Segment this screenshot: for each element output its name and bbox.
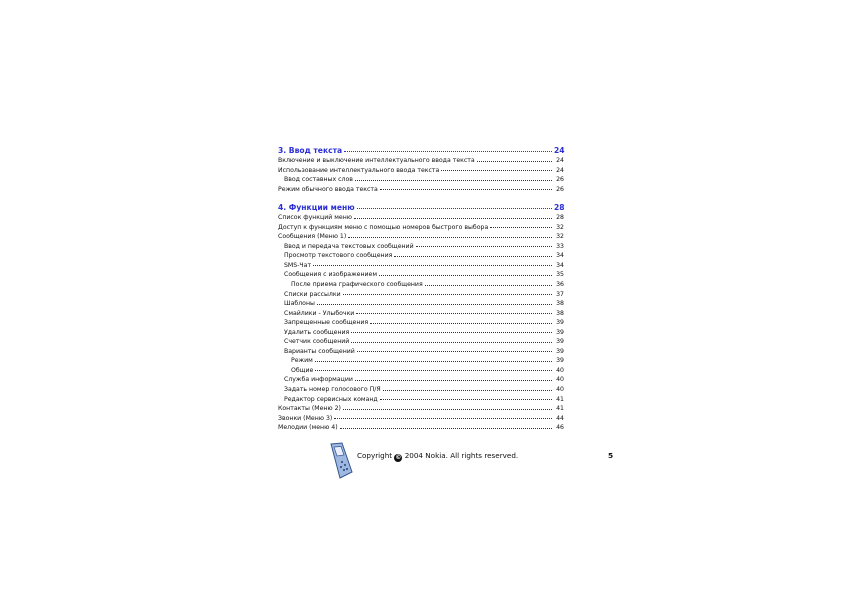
copyright-notice bbox=[357, 451, 518, 462]
leader-dots bbox=[343, 294, 552, 295]
toc-entry-page: 36 bbox=[556, 281, 564, 289]
leader-dots bbox=[355, 380, 552, 381]
toc-heading-page: 28 bbox=[554, 203, 565, 213]
toc-entry-page: 32 bbox=[556, 233, 564, 241]
toc-entry-label: Редактор сервисных команд bbox=[284, 395, 378, 403]
table-of-contents bbox=[278, 146, 564, 433]
leader-dots bbox=[340, 428, 552, 429]
leader-dots bbox=[351, 342, 552, 343]
toc-entry[interactable] bbox=[278, 356, 564, 366]
toc-entry[interactable] bbox=[278, 280, 564, 290]
leader-dots bbox=[356, 313, 552, 314]
toc-entry-label: Списки рассылки bbox=[284, 290, 341, 298]
leader-dots bbox=[370, 323, 552, 324]
leader-dots bbox=[380, 189, 552, 190]
toc-entry-label: Счетчик сообщений bbox=[284, 338, 350, 346]
toc-entry-page: 34 bbox=[556, 252, 564, 260]
toc-entry-page: 28 bbox=[556, 214, 564, 222]
toc-entry-page: 40 bbox=[556, 386, 564, 394]
toc-entry[interactable] bbox=[278, 290, 564, 300]
toc-entry-label: Режим bbox=[291, 357, 313, 365]
toc-entry[interactable] bbox=[278, 175, 564, 185]
toc-heading-label: 3. Ввод текста bbox=[278, 146, 343, 155]
toc-entry[interactable] bbox=[278, 166, 564, 176]
toc-entry-page: 24 bbox=[556, 166, 564, 174]
toc-entry-page: 35 bbox=[556, 271, 564, 279]
toc-entry-label: Звонки (Меню 3) bbox=[278, 414, 333, 422]
toc-entry[interactable] bbox=[278, 366, 564, 376]
leader-dots bbox=[315, 361, 552, 362]
toc-entry-label: Варианты сообщений bbox=[284, 347, 355, 355]
toc-entry-label: Мелодии (меню 4) bbox=[278, 424, 338, 432]
leader-dots bbox=[354, 218, 552, 219]
toc-entry-label: Доступ к функциям меню с помощью номеров быстрого выбора bbox=[278, 223, 489, 231]
toc-section-heading[interactable] bbox=[278, 203, 564, 213]
toc-entry-page: 26 bbox=[556, 185, 564, 193]
toc-entry-label: Общие bbox=[291, 366, 314, 374]
toc-entry-page: 39 bbox=[556, 319, 564, 327]
toc-entry[interactable] bbox=[278, 299, 564, 309]
toc-entry-page: 34 bbox=[556, 261, 564, 269]
leader-dots bbox=[425, 285, 552, 286]
leader-dots bbox=[357, 208, 552, 209]
copyright-text: 2004 Nokia. All rights reserved. bbox=[404, 451, 519, 460]
toc-entry-page: 33 bbox=[556, 242, 564, 250]
leader-dots bbox=[348, 237, 552, 238]
toc-heading-page: 24 bbox=[554, 146, 565, 155]
toc-entry-page: 41 bbox=[556, 395, 564, 403]
toc-entry[interactable] bbox=[278, 347, 564, 357]
toc-entry-page: 40 bbox=[556, 366, 564, 374]
toc-entry-page: 39 bbox=[556, 338, 564, 346]
leader-dots bbox=[343, 409, 552, 410]
leader-dots bbox=[313, 265, 552, 266]
phone-icon bbox=[325, 442, 355, 480]
toc-entry[interactable] bbox=[278, 261, 564, 271]
toc-entry-page: 40 bbox=[556, 376, 564, 384]
toc-entry-label: Удалить сообщения bbox=[284, 328, 350, 336]
toc-entry[interactable] bbox=[278, 309, 564, 319]
leader-dots bbox=[477, 161, 552, 162]
toc-entry[interactable] bbox=[278, 223, 564, 233]
toc-entry[interactable] bbox=[278, 242, 564, 252]
toc-entry-label: Шаблоны bbox=[284, 300, 315, 308]
toc-entry-page: 37 bbox=[556, 290, 564, 298]
toc-entry-label: Режим обычного ввода текста bbox=[278, 185, 378, 193]
toc-entry-label: Запрещенные сообщения bbox=[284, 319, 369, 327]
toc-section-heading[interactable] bbox=[278, 146, 564, 156]
leader-dots bbox=[490, 227, 552, 228]
toc-entry[interactable] bbox=[278, 270, 564, 280]
toc-entry-page: 26 bbox=[556, 176, 564, 184]
toc-entry[interactable] bbox=[278, 423, 564, 433]
toc-entry-label: Задать номер голосового П/Я bbox=[284, 386, 381, 394]
leader-dots bbox=[394, 256, 552, 257]
toc-entry[interactable] bbox=[278, 375, 564, 385]
toc-entry-page: 44 bbox=[556, 414, 564, 422]
toc-entry[interactable] bbox=[278, 404, 564, 414]
leader-dots bbox=[334, 418, 552, 419]
leader-dots bbox=[383, 390, 552, 391]
toc-entry[interactable] bbox=[278, 232, 564, 242]
copyright-prefix: Copyright bbox=[357, 451, 393, 460]
toc-entry-label: Включение и выключение интеллектуального ввода текста bbox=[278, 157, 475, 164]
toc-entry-page: 38 bbox=[556, 300, 564, 308]
toc-entry-page: 39 bbox=[556, 347, 564, 355]
toc-entry[interactable] bbox=[278, 385, 564, 395]
copyright-symbol: © bbox=[395, 454, 402, 461]
toc-entry[interactable] bbox=[278, 414, 564, 424]
toc-entry-label: Просмотр текстового сообщения bbox=[284, 252, 393, 260]
toc-entry-label: Сообщения (Меню 1) bbox=[278, 233, 347, 241]
toc-entry-label: SMS-Чат bbox=[284, 261, 312, 269]
leader-dots bbox=[379, 275, 552, 276]
toc-entry[interactable] bbox=[278, 328, 564, 338]
toc-entry-page: 24 bbox=[556, 157, 564, 164]
toc-entry-page: 46 bbox=[556, 424, 564, 432]
page-number: 5 bbox=[608, 451, 614, 460]
toc-entry-label: Список функций меню bbox=[278, 214, 352, 222]
toc-entry-label: Ввод и передача текстовых сообщений bbox=[284, 242, 414, 250]
leader-dots bbox=[380, 399, 552, 400]
toc-entry[interactable] bbox=[278, 185, 564, 195]
toc-entry[interactable] bbox=[278, 213, 564, 223]
leader-dots bbox=[416, 246, 552, 247]
toc-entry-page: 39 bbox=[556, 357, 564, 365]
toc-entry[interactable] bbox=[278, 156, 564, 166]
toc-entry-label: Смайлики - Улыбочки bbox=[284, 309, 355, 317]
toc-entry-page: 38 bbox=[556, 309, 564, 317]
toc-entry-page: 39 bbox=[556, 328, 564, 336]
leader-dots bbox=[355, 180, 552, 181]
toc-entry-label: Сообщения с изображением bbox=[284, 271, 378, 279]
toc-entry-label: Ввод составных слов bbox=[284, 176, 353, 184]
toc-entry[interactable] bbox=[278, 337, 564, 347]
toc-heading-label: 4. Функции меню bbox=[278, 203, 355, 213]
leader-dots bbox=[344, 151, 552, 152]
leader-dots bbox=[351, 332, 552, 333]
toc-entry-label: Служба информации bbox=[284, 376, 353, 384]
toc-entry-label: Контакты (Меню 2) bbox=[278, 405, 341, 413]
leader-dots bbox=[441, 170, 552, 171]
toc-entry-page: 41 bbox=[556, 405, 564, 413]
toc-entry[interactable] bbox=[278, 395, 564, 405]
leader-dots bbox=[357, 351, 552, 352]
toc-entry-label: После приема графического сообщения bbox=[291, 281, 423, 289]
toc-entry-page: 32 bbox=[556, 223, 564, 231]
leader-dots bbox=[315, 370, 552, 371]
toc-entry-label: Использование интеллектуального ввода текста bbox=[278, 166, 440, 174]
toc-entry[interactable] bbox=[278, 251, 564, 261]
section-gap bbox=[278, 194, 564, 203]
leader-dots bbox=[317, 304, 552, 305]
toc-entry[interactable] bbox=[278, 318, 564, 328]
